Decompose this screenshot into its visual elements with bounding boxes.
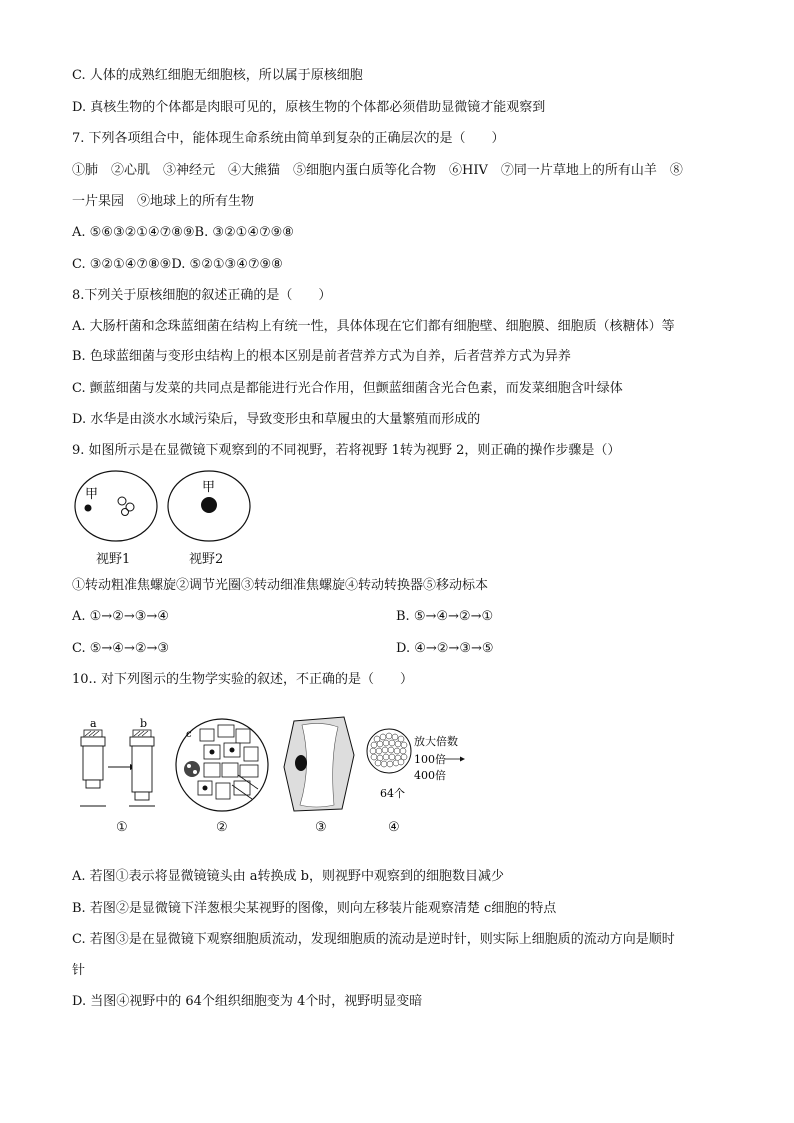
q8-option-c: C. 颤蓝细菌与发菜的共同点是都能进行光合作用，但颤蓝细菌含光合色素，而发菜细胞含叶绿体	[72, 381, 623, 396]
q7-options-cd: C. ③②①④⑦⑧⑨D. ⑤②①③④⑦⑨⑧	[72, 257, 283, 272]
fig-number-2: ②	[216, 820, 228, 835]
q7-items-line2: 一片果园 ⑨地球上的所有生物	[72, 194, 255, 209]
fig-number-1: ①	[116, 820, 128, 835]
fig-label-jia-1: 甲	[85, 487, 99, 502]
fig-caption-view1: 视野1	[96, 552, 131, 567]
lens-label-a: a	[90, 717, 97, 730]
magnification-title: 放大倍数	[414, 735, 458, 748]
q8-option-b: B. 色球蓝细菌与变形虫结构上的根本区别是前者营养方式为自养，后者营养方式为异养	[72, 349, 571, 364]
q8-option-a: A. 大肠杆菌和念珠蓝细菌在结构上有统一性，具体体现在它们都有细胞壁、细胞膜、细胞质（核糖体）等	[72, 319, 675, 334]
objective-lens-figure	[80, 717, 155, 806]
q10-stem: 10.. 对下列图示的生物学实验的叙述，不正确的是（ ）	[72, 672, 413, 687]
q8-option-d: D. 水华是由淡水水域污染后，导致变形虫和草履虫的大量繁殖而形成的	[72, 412, 481, 427]
q10-figure	[72, 715, 482, 845]
cytoplasm-flow-cell-figure	[284, 717, 354, 811]
q9-option-b: B. ⑤→④→②→①	[396, 609, 494, 624]
cell-count-64: 64个	[380, 787, 405, 800]
lens-label-b: b	[140, 717, 148, 730]
q9-option-d: D. ④→②→③→⑤	[396, 641, 494, 656]
q9-steps: ①转动粗准焦螺旋②调节光圈③转动细准焦螺旋④转动转换器⑤移动标本	[72, 578, 489, 593]
q10-option-c-line1: C. 若图③是在显微镜下观察细胞质流动，发现细胞质的流动是逆时针，则实际上细胞质的流动方向是顺时	[72, 932, 675, 947]
q6-option-d: D. 真核生物的个体都是肉眼可见的，原核生物的个体都必须借助显微镜才能观察到	[72, 100, 546, 115]
field-of-view-2	[168, 471, 250, 541]
magnification-400: 400倍	[414, 769, 446, 782]
q7-stem: 7. 下列各项组合中，能体现生命系统由简单到复杂的正确层次的是（ ）	[72, 131, 505, 146]
fig-number-4: ④	[388, 820, 400, 835]
q7-items-line1: ①肺 ②心肌 ③神经元 ④大熊猫 ⑤细胞内蛋白质等化合物 ⑥HIV ⑦同一片草地上的所有山羊 ⑧	[72, 163, 683, 178]
fig-label-jia-2: 甲	[202, 480, 216, 495]
q10-option-d: D. 当图④视野中的 64个组织细胞变为 4个时，视野明显变暗	[72, 994, 423, 1009]
fig-number-3: ③	[315, 820, 327, 835]
q8-stem: 8.下列关于原核细胞的叙述正确的是（ ）	[72, 288, 332, 303]
q6-option-c: C. 人体的成熟红细胞无细胞核，所以属于原核细胞	[72, 68, 363, 83]
q9-option-c: C. ⑤→④→②→③	[72, 641, 170, 656]
root-tip-cells-figure	[176, 719, 268, 811]
q10-option-a: A. 若图①表示将显微镜镜头由 a转换成 b，则视野中观察到的细胞数目减少	[72, 869, 504, 884]
cell-label-c: c	[186, 729, 192, 740]
q10-option-b: B. 若图②是显微镜下洋葱根尖某视野的图像，则向左移装片能观察清楚 c细胞的特点	[72, 901, 557, 916]
fig-caption-view2: 视野2	[189, 552, 224, 567]
magnification-figure	[367, 729, 465, 800]
q9-stem: 9. 如图所示是在显微镜下观察到的不同视野，若将视野 1转为视野 2，则正确的操作步骤是（）	[72, 443, 621, 458]
magnification-100: 100倍	[414, 753, 446, 766]
q9-option-a: A. ①→②→③→④	[72, 609, 169, 624]
field-of-view-1	[75, 471, 157, 541]
q10-option-c-line2: 针	[72, 963, 86, 978]
q7-options-ab: A. ⑤⑥③②①④⑦⑧⑨B. ③②①④⑦⑨⑧	[72, 225, 294, 240]
